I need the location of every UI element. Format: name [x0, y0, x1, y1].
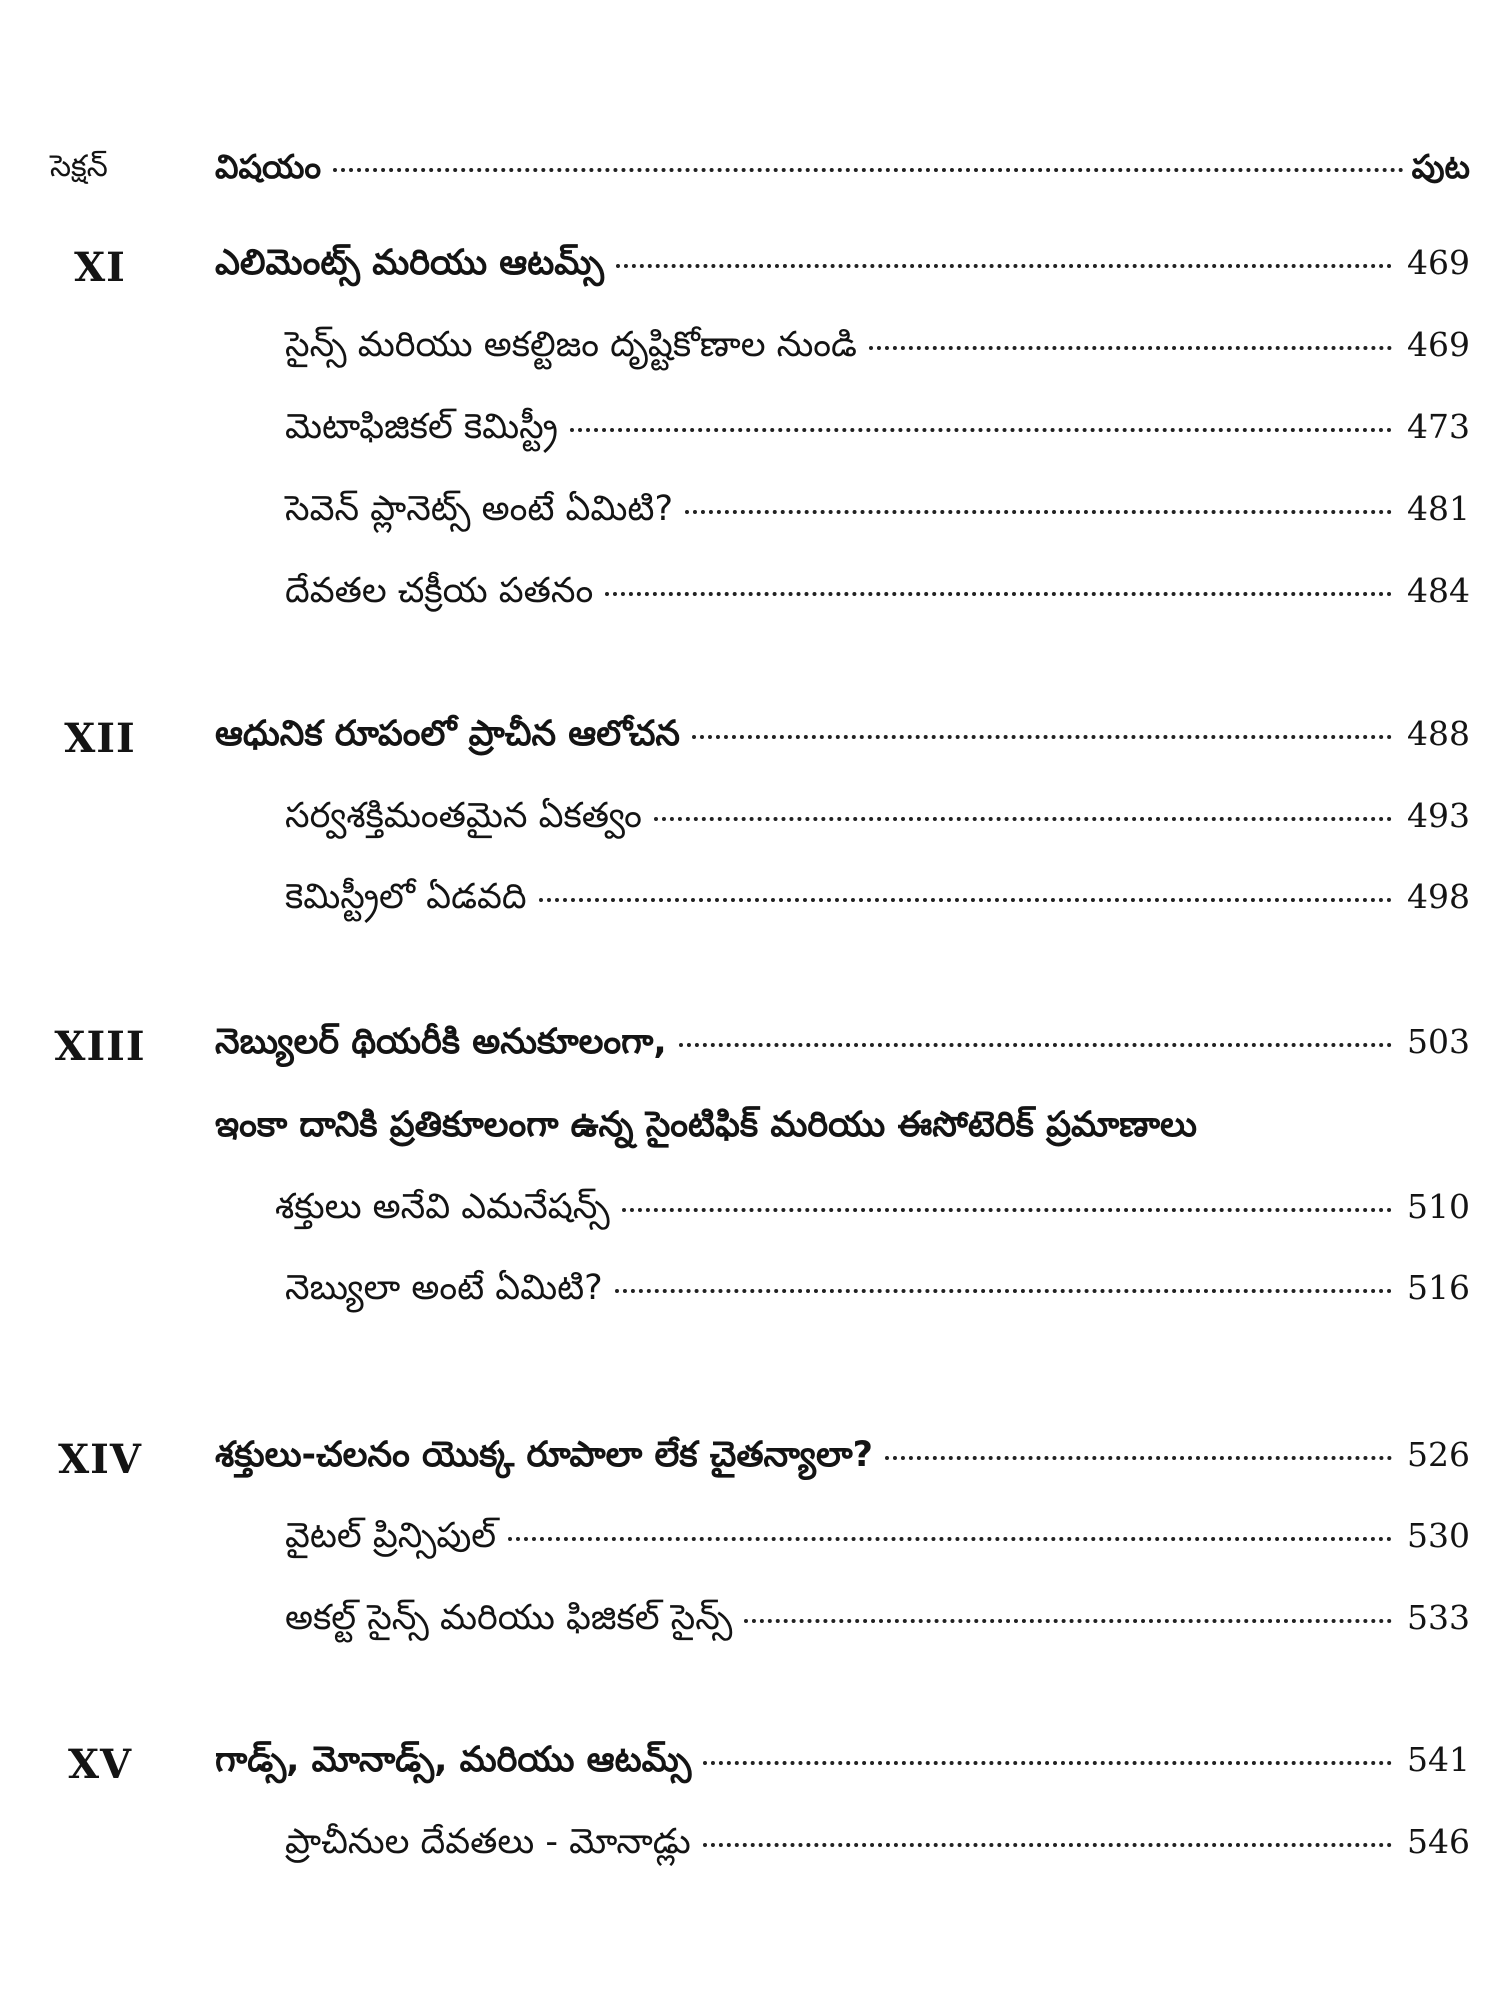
- subsection-title: వైటల్ ప్రిన్సిపుల్: [285, 1516, 497, 1556]
- section-entry: [215, 1022, 1470, 1070]
- subsection-title: సైన్స్ మరియు అకల్టిజం దృష్టికోణాల నుండి: [285, 325, 857, 365]
- subsection-title: శక్తులు అనేవి ఎమనేషన్స్: [275, 1187, 610, 1227]
- subsection-title: సర్వశక్తిమంతమైన ఏకత్వం: [285, 796, 642, 836]
- section-title: గాడ్స్, మోనాడ్స్, మరియు ఆటమ్స్: [215, 1740, 692, 1780]
- subsection-title: ప్రాచీనుల దేవతలు - మోనాడ్లు: [285, 1822, 691, 1862]
- dot-leader: [692, 734, 1392, 739]
- subsection-title: అకల్ట్ సైన్స్ మరియు ఫిజికల్ సైన్స్: [285, 1598, 733, 1638]
- section-title: ఎలిమెంట్స్ మరియు ఆటమ్స్: [215, 243, 604, 283]
- page-column-label: పుట: [1411, 146, 1470, 186]
- section-title: శక్తులు-చలనం యొక్క రూపాలా లేక చైతన్యాలా?: [215, 1435, 873, 1475]
- subsection-title: దేవతల చక్రీయ పతనం: [285, 571, 594, 611]
- subject-column-label: విషయం: [215, 146, 322, 186]
- dot-leader: [685, 509, 1392, 514]
- subsection-entry: [285, 1598, 1470, 1646]
- dot-leader: [539, 897, 1392, 902]
- subsection-entry: [285, 571, 1470, 619]
- subsection-row: [0, 785, 1500, 855]
- subsection-title: నెబ్యులా అంటే ఏమిటి?: [285, 1268, 603, 1308]
- subsection-entry: [285, 796, 1470, 844]
- section-number: XII: [64, 714, 136, 762]
- subsection-title: సెవెన్ ప్లానెట్స్ అంటే ఏమిటి?: [285, 489, 674, 529]
- page-number: 503: [1407, 1022, 1470, 1061]
- dot-leader: [605, 591, 1392, 596]
- dot-leader: [654, 816, 1392, 821]
- section-row: [0, 703, 1500, 773]
- subsection-entry: [285, 489, 1470, 537]
- section-row: [0, 232, 1500, 302]
- section-entry: [215, 1435, 1470, 1483]
- dot-leader: [703, 1760, 1392, 1765]
- subsection-title: కెమిస్ట్రీలో ఏడవది: [285, 877, 527, 917]
- subsection-row: [0, 1811, 1500, 1881]
- dot-leader: [869, 345, 1392, 350]
- section-entry: [215, 1740, 1470, 1788]
- page-number: 469: [1407, 243, 1470, 282]
- section-title-continuation-row: [0, 1094, 1500, 1164]
- page-number: 484: [1407, 571, 1470, 610]
- page-number: 516: [1407, 1268, 1470, 1307]
- dot-leader: [333, 167, 1403, 172]
- dot-leader: [744, 1618, 1392, 1623]
- section-entry: [215, 243, 1470, 291]
- subsection-entry: [285, 1268, 1470, 1316]
- dot-leader: [508, 1536, 1392, 1541]
- header-entry: [215, 147, 1470, 194]
- page-number: 469: [1407, 325, 1470, 364]
- page-number: 473: [1407, 407, 1470, 446]
- section-title: నెబ్యులర్ థియరీకి అనుకూలంగా,: [215, 1022, 667, 1062]
- page-number: 546: [1407, 1822, 1470, 1861]
- section-row: [0, 1729, 1500, 1799]
- subsection-entry: [285, 325, 1470, 373]
- page-number: 493: [1407, 796, 1470, 835]
- dot-leader: [703, 1842, 1392, 1847]
- subsection-entry: [285, 1516, 1470, 1564]
- dot-leader: [616, 263, 1392, 268]
- subsection-entry: [275, 1187, 1470, 1235]
- page-number: 498: [1407, 877, 1470, 916]
- subsection-entry: [285, 407, 1470, 455]
- section-number: XV: [67, 1740, 133, 1788]
- section-number: XI: [74, 243, 126, 291]
- section-row: [0, 1424, 1500, 1494]
- page-number: 541: [1407, 1740, 1470, 1779]
- subsection-row: [0, 866, 1500, 936]
- section-number: XIII: [54, 1022, 146, 1070]
- subsection-row: [0, 1176, 1500, 1246]
- toc-header: [0, 135, 1500, 205]
- subsection-row: [0, 560, 1500, 630]
- page-number: 533: [1407, 1598, 1470, 1637]
- section-row: [0, 1011, 1500, 1081]
- page-number: 481: [1407, 489, 1470, 528]
- subsection-row: [0, 1505, 1500, 1575]
- section-entry: [215, 714, 1470, 762]
- page-number: 526: [1407, 1435, 1470, 1474]
- dot-leader: [885, 1455, 1392, 1460]
- subsection-row: [0, 396, 1500, 466]
- section-number: XIV: [58, 1435, 142, 1483]
- dot-leader: [622, 1207, 1392, 1212]
- page-number: 510: [1407, 1187, 1470, 1226]
- section-title: ఆధునిక రూపంలో ప్రాచీన ఆలోచన: [215, 714, 680, 754]
- subsection-row: [0, 1587, 1500, 1657]
- subsection-title: మెటాఫిజికల్ కెమిస్ట్రీ: [285, 407, 558, 447]
- page-number: 530: [1407, 1516, 1470, 1555]
- subsection-entry: [285, 1822, 1470, 1870]
- subsection-entry: [285, 877, 1470, 925]
- subsection-row: [0, 314, 1500, 384]
- section-title-continuation: ఇంకా దానికి ప్రతికూలంగా ఉన్న సైంటిఫిక్ మరియు ఈసోటెరిక్ ప్రమాణాలు: [215, 1105, 1197, 1145]
- dot-leader: [679, 1042, 1392, 1047]
- subsection-row: [0, 478, 1500, 548]
- dot-leader: [615, 1288, 1392, 1293]
- section-column-label: సెక్షన్: [50, 149, 108, 184]
- subsection-row: [0, 1257, 1500, 1327]
- dot-leader: [570, 427, 1392, 432]
- page-number: 488: [1407, 714, 1470, 753]
